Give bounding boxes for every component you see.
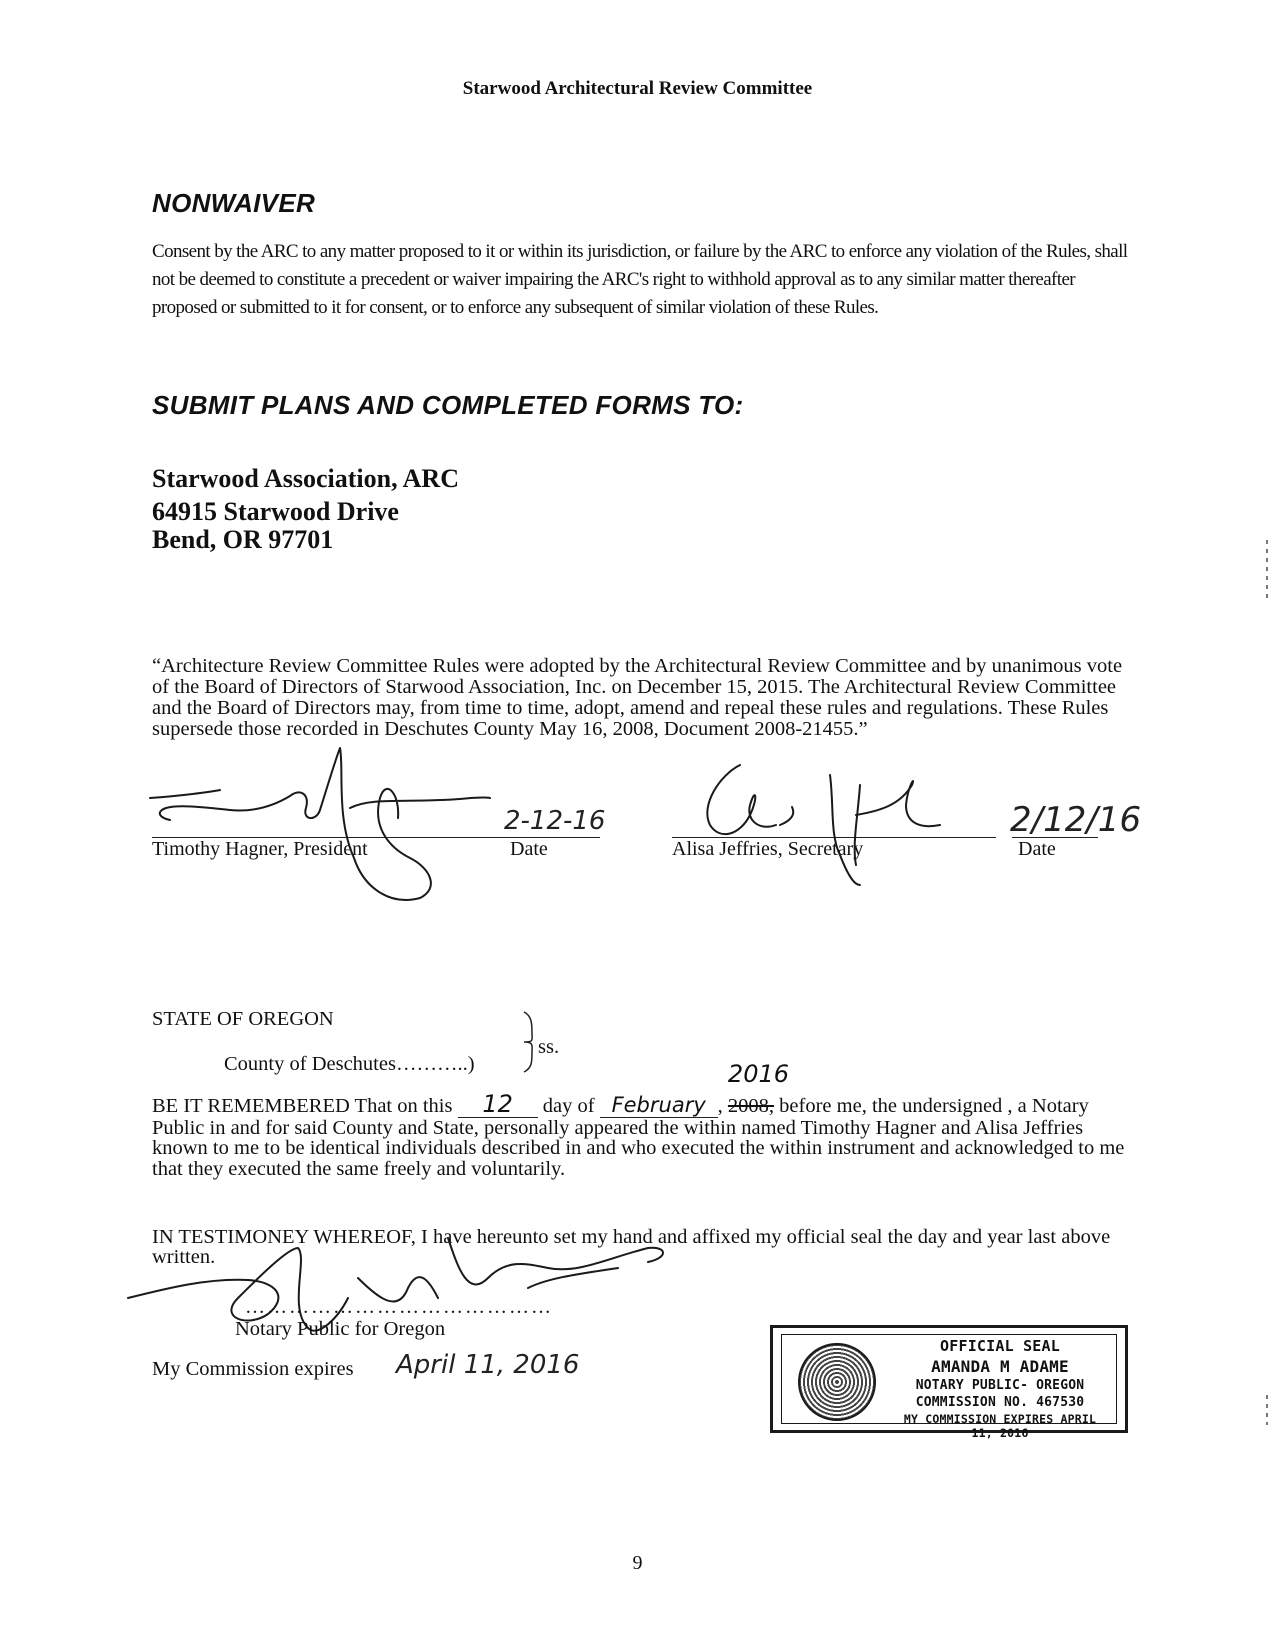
acknowledgment-body: before me, the undersigned , a Notary Public in and for said County and State, personally appeared the within named Timothy Hagner and Alisa Jeffries known to me to be identical individuals described in and who executed the within instrument and acknowledged to me that they executed the same freely and voluntarily. bbox=[152, 1095, 1125, 1180]
seal-notary-name: AMANDA M ADAME bbox=[931, 1357, 1069, 1376]
seal-expiration: MY COMMISSION EXPIRES APRIL 11, 2016 bbox=[903, 1412, 1097, 1440]
address-line-city: Bend, OR 97701 bbox=[152, 525, 334, 554]
year-field bbox=[727, 1060, 789, 1117]
secretary-date-caption: Date bbox=[1018, 838, 1056, 860]
adoption-statement: “Architecture Review Committee Rules were adopted by the Architectural Review Committee and by unanimous vote of the Board of Directors of Starwood Association, Inc. on December 15, 2015. The Architectural Review Committee and the Board of Directors may, from time to time, adopt, amend and repeal these rules and regulations. These Rules supersede those recorded in Deschutes County May 16, 2008, Document 2008-21455.” bbox=[152, 655, 1123, 740]
address-line-organization: Starwood Association, ARC bbox=[152, 464, 459, 493]
state-label: STATE OF OREGON bbox=[152, 1008, 334, 1030]
document-header: Starwood Architectural Review Committee bbox=[462, 78, 813, 99]
ss-label: ss. bbox=[538, 1036, 560, 1058]
secretary-caption: Alisa Jeffries, Secretary bbox=[672, 838, 864, 860]
president-caption: Timothy Hagner, President bbox=[152, 838, 368, 860]
testimony-paragraph: IN TESTIMONEY WHEREOF, I have hereunto set my hand and affixed my official seal the day and year last above written. bbox=[152, 1226, 1111, 1268]
secretary-date-value: 2/12/16 bbox=[1010, 800, 1142, 840]
acknowledgment-paragraph: BE IT REMEMBERED That on this 12 day of February , 2016 2008, before me, the undersigned , a Notary Public in and for said County and State, personally appeared the within named Timothy Hagner and Alisa Jeffries known to me to be identical individuals described in and who executed the within instrument and acknowledged to me that they executed the same freely and voluntarily. bbox=[152, 1060, 1125, 1180]
notary-caption: Notary Public for Oregon bbox=[235, 1318, 446, 1340]
address-line-street: 64915 Starwood Drive bbox=[152, 497, 399, 526]
page-number: 9 bbox=[632, 1552, 643, 1574]
seal-commission-number: COMMISSION NO. 467530 bbox=[915, 1395, 1085, 1410]
commission-label: My Commission expires bbox=[152, 1358, 354, 1380]
year-value-handwritten: 2016 bbox=[727, 1060, 789, 1088]
nonwaiver-heading: NONWAIVER bbox=[152, 188, 316, 218]
scan-edge-mark bbox=[1266, 540, 1268, 600]
commission-expiry-value: April 11, 2016 bbox=[396, 1350, 580, 1380]
official-seal-stamp bbox=[770, 1325, 1128, 1440]
submit-heading: SUBMIT PLANS AND COMPLETED FORMS TO: bbox=[152, 390, 744, 420]
seal-inner-border bbox=[781, 1334, 1117, 1440]
secretary-signature bbox=[680, 745, 980, 895]
seal-notary-public: NOTARY PUBLIC- OREGON bbox=[915, 1378, 1085, 1393]
day-blank bbox=[458, 1090, 538, 1118]
president-signature bbox=[140, 738, 500, 908]
month-blank bbox=[600, 1095, 718, 1118]
nonwaiver-paragraph: Consent by the ARC to any matter proposed to it or within its jurisdiction, or failure by the ARC to enforce any violation of the Rules, shall not be deemed to constitute a precedent or waiver impairing the ARC's right to withhold approval as to any similar matter thereafter proposed or submitted to it for consent, or to enforce any subsequent of similar violation of these Rules. bbox=[152, 241, 1128, 318]
day-value: 12 bbox=[482, 1090, 513, 1118]
notary-signature-dots: …………………………………… bbox=[245, 1296, 553, 1318]
seal-title: OFFICIAL SEAL bbox=[940, 1337, 1060, 1355]
acknowledgment-intro: BE IT REMEMBERED That on this bbox=[152, 1095, 453, 1117]
year-value-struck: 2008, bbox=[727, 1095, 775, 1117]
county-label: County of Deschutes………..) bbox=[224, 1053, 475, 1075]
scan-edge-mark bbox=[1266, 1395, 1268, 1425]
month-value: February bbox=[611, 1093, 706, 1117]
state-seal-icon bbox=[798, 1343, 876, 1421]
day-of-text: day of bbox=[542, 1095, 595, 1117]
president-date-caption: Date bbox=[510, 838, 548, 860]
venue-bracket bbox=[522, 1010, 536, 1074]
president-date-value: 2-12-16 bbox=[504, 806, 606, 836]
